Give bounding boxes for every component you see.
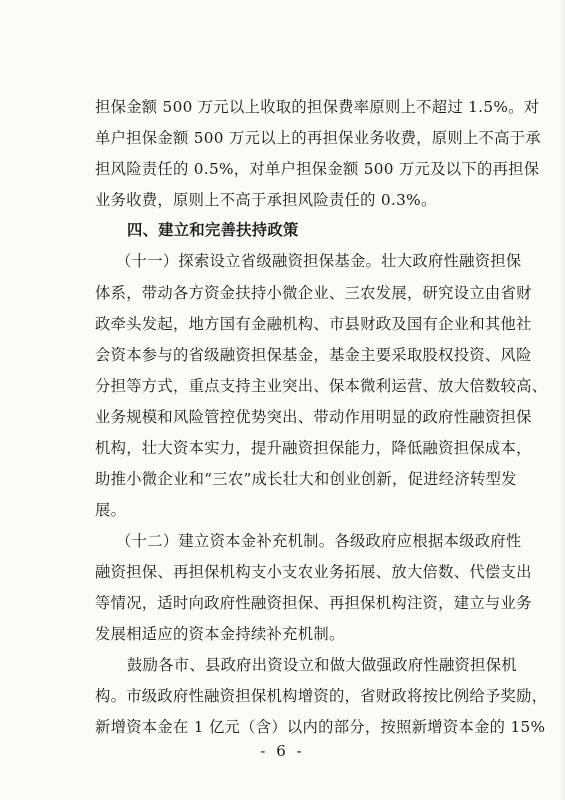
body-text-line: 分担等方式，重点支持主业突出、保本微利运营、放大倍数较高、	[95, 377, 548, 395]
body-text-line: 会资本参与的省级融资担保基金，基金主要采取股权投资、风险	[95, 346, 532, 364]
body-text-line: 业务规模和风险管控优势突出、带动作用明显的政府性融资担保	[95, 408, 532, 426]
body-text-line: 新增资本金在 1 亿元（含）以内的部分，按照新增资本金的 15%	[95, 718, 546, 736]
section-heading: 四、建立和完善扶持政策	[127, 221, 299, 239]
body-text-line: 体系，带动各方资金扶持小微企业、三农发展，研究设立由省财	[95, 284, 532, 302]
body-text-line: 等情况，适时向政府性融资担保、再担保机构注资，建立与业务	[95, 594, 532, 612]
body-text-line: 助推小微企业和“三农”成长壮大和创业创新，促进经济转型发	[95, 470, 517, 488]
body-text-line: 展。	[95, 501, 127, 519]
page-number: - 6 -	[260, 742, 305, 760]
body-text-line: 融资担保、再担保机构支小支农业务拓展、放大倍数、代偿支出	[95, 563, 532, 581]
body-text-line: 构。市级政府性融资担保机构增资的，省财政将按比例给予奖励，	[95, 687, 548, 705]
scan-edge-shadow	[559, 0, 565, 800]
body-text-line: 机构，壮大资本实力，提升融资担保能力，降低融资担保成本，	[95, 439, 532, 457]
body-text-line: 单户担保金额 500 万元以上的再担保业务收费，原则上不高于承	[95, 129, 541, 147]
body-text-line: 担风险责任的 0.5%，对单户担保金额 500 万元及以下的再担保	[95, 160, 540, 178]
body-text-line: 发展相适应的资本金持续补充机制。	[95, 625, 345, 643]
body-text-line: （十一）探索设立省级融资担保基金。壮大政府性融资担保	[116, 252, 522, 270]
body-text-line: 政牵头发起，地方国有金融机构、市县财政及国有企业和其他社	[95, 315, 532, 333]
body-text-line: 鼓励各市、县政府出资设立和做大做强政府性融资担保机	[127, 656, 517, 674]
body-text-line: （十二）建立资本金补充机制。各级政府应根据本级政府性	[116, 532, 522, 550]
body-text-line: 业务收费，原则上不高于承担风险责任的 0.3%。	[95, 191, 437, 209]
body-text-line: 担保金额 500 万元以上收取的担保费率原则上不超过 1.5%。对	[95, 98, 540, 116]
